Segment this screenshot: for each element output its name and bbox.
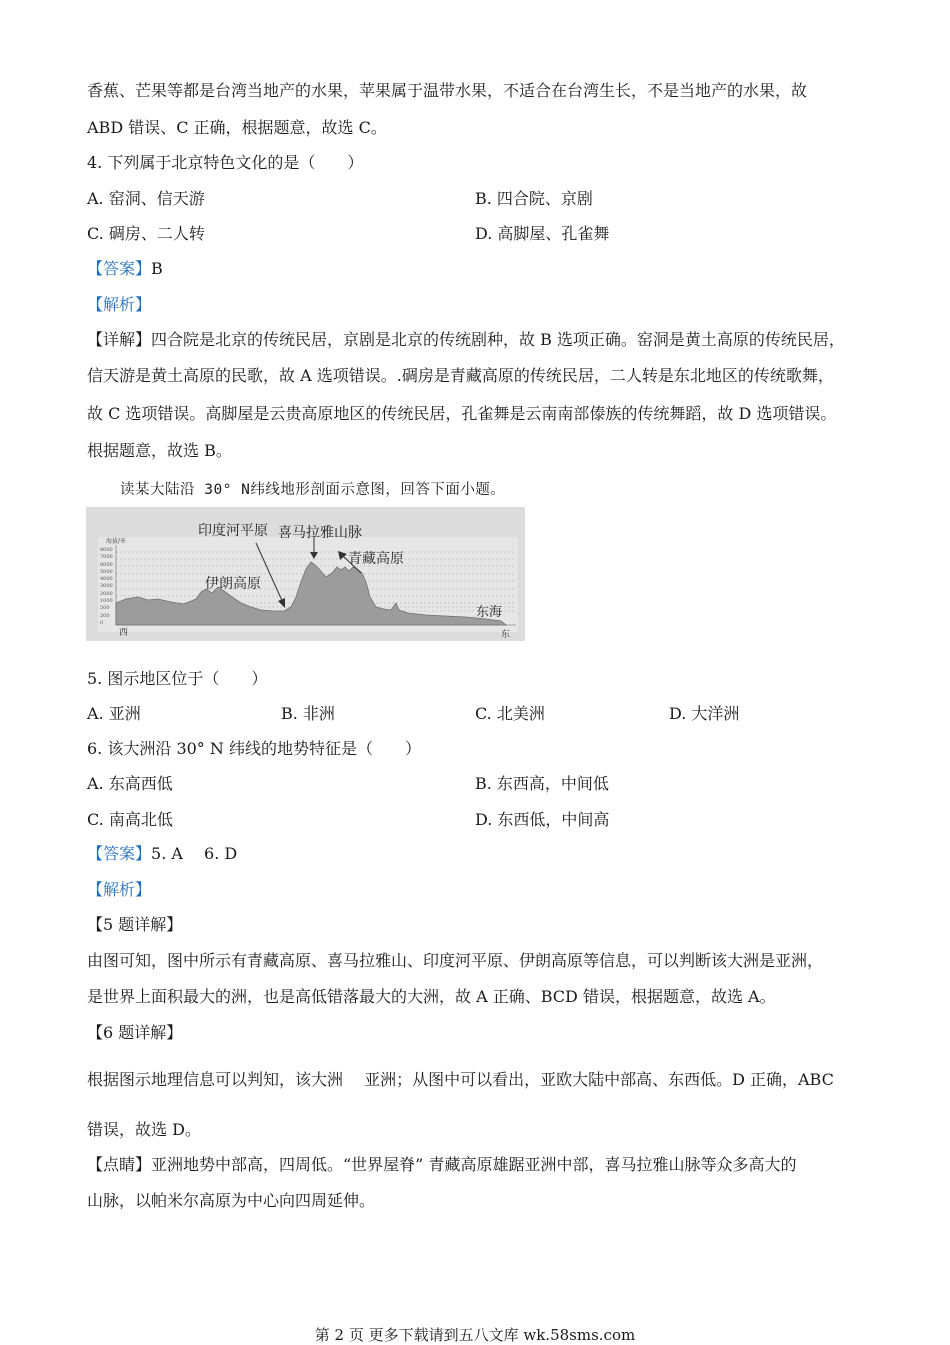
label-iranian-plateau: 伊朗高原 <box>205 576 261 592</box>
y-axis-label: 海拔/米 <box>106 538 127 545</box>
q4-detail-line: 【详解】四合院是北京的传统民居，京剧是北京的传统剧种，故 B 选项正确。窑洞是黄土高原的传统民居， <box>87 330 845 349</box>
q5-option-d: D. 大洋洲 <box>669 704 740 723</box>
question-5-stem: 5. 图示地区位于（ ） <box>87 669 268 688</box>
paragraph-line: 香蕉、芒果等都是台湾当地产的水果，苹果属于温带水果，不适合在台湾生长，不是当地产的水果，故 <box>87 81 808 100</box>
answer-value: 5. A 6. D <box>151 844 238 863</box>
y-axis-ticks <box>100 547 113 627</box>
tip-line: 山脉，以帕米尔高原为中心向四周延伸。 <box>87 1191 376 1210</box>
q5-option-b: B. 非洲 <box>281 704 335 723</box>
q5-detail-line: 是世界上面积最大的洲，也是高低错落最大的大洲，故 A 正确、BCD 错误，根据题意，故选 A。 <box>87 987 776 1006</box>
q4-detail-line: 根据题意，故选 B。 <box>87 441 232 460</box>
answer-value: B <box>151 259 163 278</box>
terrain-profile-figure <box>86 507 525 641</box>
question-4-stem: 4. 下列属于北京特色文化的是（ ） <box>87 153 364 172</box>
q6-option-c: C. 南高北低 <box>87 810 173 829</box>
y-tick: 0 <box>100 619 104 626</box>
figure-caption: 读某大陆沿 30° N纬线地形剖面示意图，回答下面小题。 <box>120 482 506 498</box>
label-himalaya: 喜马拉雅山脉 <box>278 525 362 541</box>
q4-option-d: D. 高脚屋、孔雀舞 <box>475 224 610 243</box>
paragraph-line: ABD 错误、C 正确，根据题意，故选 C。 <box>87 118 387 137</box>
q6-detail-heading: 【6 题详解】 <box>87 1023 183 1042</box>
q4-analysis-tag: 【解析】 <box>87 295 152 314</box>
label-indus-plain: 印度河平原 <box>198 523 268 539</box>
answer-tag: 【答案】 <box>87 259 152 278</box>
q56-analysis-tag: 【解析】 <box>87 880 152 899</box>
q4-option-c: C. 碉房、二人转 <box>87 224 205 243</box>
label-east-china-sea: 东海 <box>476 605 503 620</box>
y-tick: 2000 <box>100 590 113 597</box>
q56-answer <box>87 843 237 865</box>
label-tibetan-plateau: 青藏高原 <box>348 551 404 567</box>
y-tick: 6000 <box>100 561 113 568</box>
y-tick: 7000 <box>100 554 113 561</box>
page-footer: 第 2 页 更多下载请到五八文库 wk.58sms.com <box>314 1326 636 1344</box>
q6-option-a: A. 东高西低 <box>87 774 173 793</box>
q4-detail-line: 故 C 选项错误。高脚屋是云贵高原地区的传统民居，孔雀舞是云南南部傣族的传统舞蹈，故 D 选项错误。 <box>87 404 837 423</box>
label-west: 西 <box>119 628 129 638</box>
y-tick: 200 <box>100 612 110 619</box>
y-tick: 8000 <box>100 547 113 553</box>
y-tick: 4000 <box>100 576 113 583</box>
y-tick: 3000 <box>100 583 113 590</box>
q6-detail-line: 根据图示地理信息可以判知，该大洲 亚洲；从图中可以看出，亚欧大陆中部高、东西低。D 正确，ABC <box>87 1070 834 1089</box>
y-tick: 5000 <box>100 568 113 575</box>
q6-option-d: D. 东西低，中间高 <box>475 810 610 829</box>
q5-option-a: A. 亚洲 <box>87 704 141 723</box>
q4-detail-line: 信天游是黄土高原的民歌，故 A 选项错误。.碉房是青藏高原的传统民居，二人转是东北地区的传统歌舞， <box>87 366 834 385</box>
q5-detail-line: 由图可知，图中所示有青藏高原、喜马拉雅山、印度河平原、伊朗高原等信息，可以判断该大洲是亚洲， <box>87 951 824 970</box>
q5-detail-heading: 【5 题详解】 <box>87 915 183 934</box>
y-tick: 1000 <box>100 598 113 605</box>
label-east: 东 <box>501 630 511 640</box>
q6-option-b: B. 东西高，中间低 <box>475 774 609 793</box>
answer-tag: 【答案】 <box>87 844 152 863</box>
question-6-stem: 6. 该大洲沿 30° N 纬线的地势特征是（ ） <box>87 739 421 758</box>
tip-line: 【点睛】亚洲地势中部高，四周低。“世界屋脊” 青藏高原雄踞亚洲中部，喜马拉雅山脉等众多高大的 <box>87 1155 797 1174</box>
q4-option-b: B. 四合院、京剧 <box>475 189 593 208</box>
y-tick: 500 <box>100 605 110 612</box>
q6-detail-line: 错误，故选 D。 <box>87 1120 201 1139</box>
q5-option-c: C. 北美洲 <box>475 704 545 723</box>
q4-answer <box>87 258 163 280</box>
q4-option-a: A. 窑洞、信天游 <box>87 189 205 208</box>
